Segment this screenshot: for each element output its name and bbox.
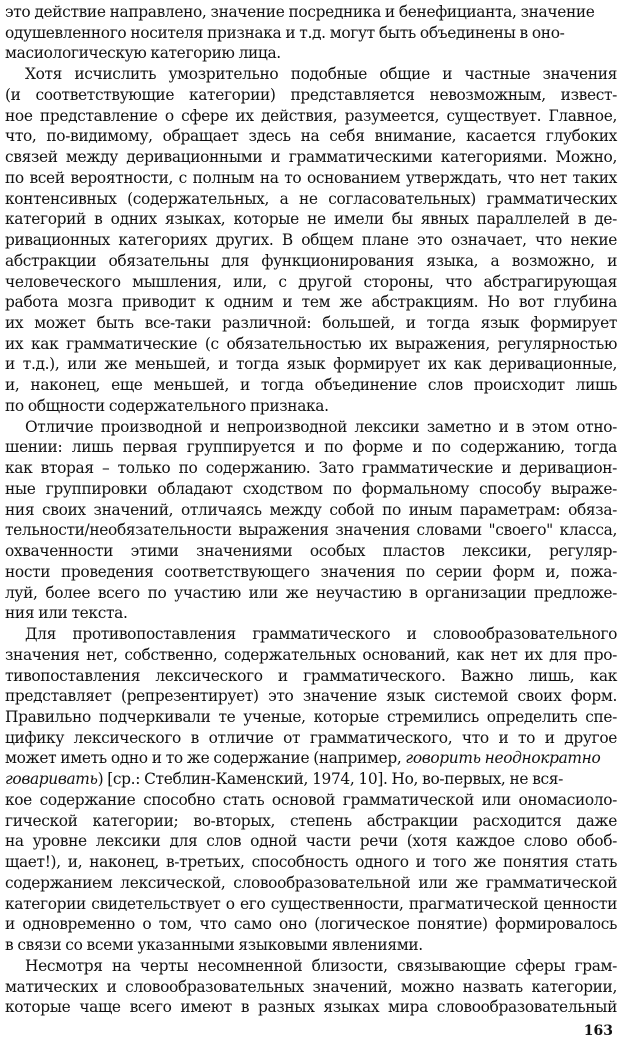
text-line: (и соответствующие категории) представляется невозможным, извест- [5,85,617,104]
text-line: ривационных категориях других. В общем плане это означает, что некие [5,231,617,250]
book-page [5,2,617,1042]
text-segment: ) [ср.: Стеблин-Каменский, 1974, 10]. Но, во-первых, не вся- [97,770,564,789]
text-line: на уровне лексики для слов одной части речи (хотя каждое слово обоб- [5,832,617,851]
text-line: их может быть все-таки различной: большей, и тогда язык формирует [5,314,617,333]
italic-example: говорить неоднократно [405,749,601,768]
text-line: охваченности этими значениями особых пластов лексики, регуляр- [5,542,617,561]
text-line [5,769,563,790]
text-line: кое содержание способно стать основой грамматической или ономасиоло- [5,790,617,809]
text-line: что, по-видимому, обращает здесь на себя внимание, касается глубоких [5,127,617,146]
text-line [5,748,600,769]
text-line: ния своих значений, отличаясь между собой по иным параметрам: обяза- [5,500,617,519]
page-number: 163 [583,1023,613,1039]
text-line: ния или текста. [5,604,128,623]
text-line: Для противопоставления грамматического и словообразовательного [25,625,617,644]
text-line: которые чаще всего имеют в разных языках мира словообразовательный [5,998,617,1017]
text-line: Отличие производной и непроизводной лексики заметно и в этом отно- [25,417,617,436]
text-line: в связи со всеми указанными языковыми явлениями. [5,936,423,955]
text-line: контенсивных (содержательных, а не согласовательных) грамматических [5,189,617,208]
text-line: шении: лишь первая группируется и по форме и по содержанию, тогда [5,438,617,457]
text-line: гической категории; во-вторых, степень абстракции расходится даже [5,811,617,830]
italic-example: говаривать [5,770,98,789]
text-line: как вторая – только по содержанию. Зато грамматические и деривацион- [5,459,617,478]
text-line: ные группировки обладают сходством по формальному способу выраже- [5,479,617,498]
text-line: их как грамматические (с обязательностью их выражения, регулярностью [5,334,617,353]
text-line: представляет (репрезентирует) это значение язык системой своих форм. [5,687,617,706]
text-line: одушевленного носителя признака и т.д. могут быть объединены в оно- [5,23,565,42]
text-line: Хотя исчислить умозрительно подобные общие и частные значения [25,65,617,84]
text-line: ное представление о сфере их действия, разумеется, существует. Главное, [5,106,617,125]
text-segment: может иметь одно и то же содержание (например, [5,749,406,768]
text-line: категории свидетельствует о его существенности, прагматической ценности [5,894,617,913]
text-line: это действие направлено, значение посредника и бенефицианта, значение [5,3,595,21]
text-line: тельности/необязательности выражения значения словами "своего" класса, [5,521,617,540]
text-line: и одновременно о том, что само оно (логическое понятие) формировалось [5,915,617,934]
text-line: значения нет, собственно, содержательных оснований, как нет их для про- [5,645,617,664]
text-line: Несмотря на черты несомненной близости, связывающие сферы грам- [25,956,617,975]
text-line: работа мозга приводит к одним и тем же абстракциям. Но вот глубина [5,293,617,312]
text-line: категорий в одних языках, которые не имели бы явных параллелей в де- [5,210,617,229]
text-line: по всей вероятности, с полным на то основанием утверждать, что нет таких [5,168,617,187]
text-line: Правильно подчеркивали те ученые, которые стремились определить спе- [5,707,617,726]
text-line: луй, более всего по участию или же неучастию в организации предложе- [5,583,617,602]
text-line: цифику лексического в отличие от грамматического, что и то и другое [5,728,617,747]
text-line: и, наконец, еще меньшей, и тогда объединение слов происходит лишь [5,376,617,395]
text-line: связей между деривационными и грамматическими категориями. Можно, [5,148,617,167]
text-line: ности проведения соответствующего значения по серии форм и, пожа- [5,562,617,581]
text-line: масиологическую категорию лица. [5,44,281,63]
text-line: абстракции обязательны для функционирования языка, а возможно, и [5,251,617,270]
text-line: по общности содержательного признака. [5,396,329,415]
text-line: человеческого мышления, или, с другой стороны, что абстрагирующая [5,272,617,291]
text-line: матических и словообразовательных значений, можно назвать категории, [5,977,617,996]
text-line: содержанием лексической, словообразовательной или же грамматической [5,873,617,892]
text-line: и т.д.), или же меньшей, и тогда язык формирует их как деривационные, [5,355,617,374]
text-line: щает!), и, наконец, в-третьих, способность одного и того же понятия стать [5,853,617,872]
text-line: тивопоставления лексического и грамматического. Важно лишь, как [5,666,617,685]
